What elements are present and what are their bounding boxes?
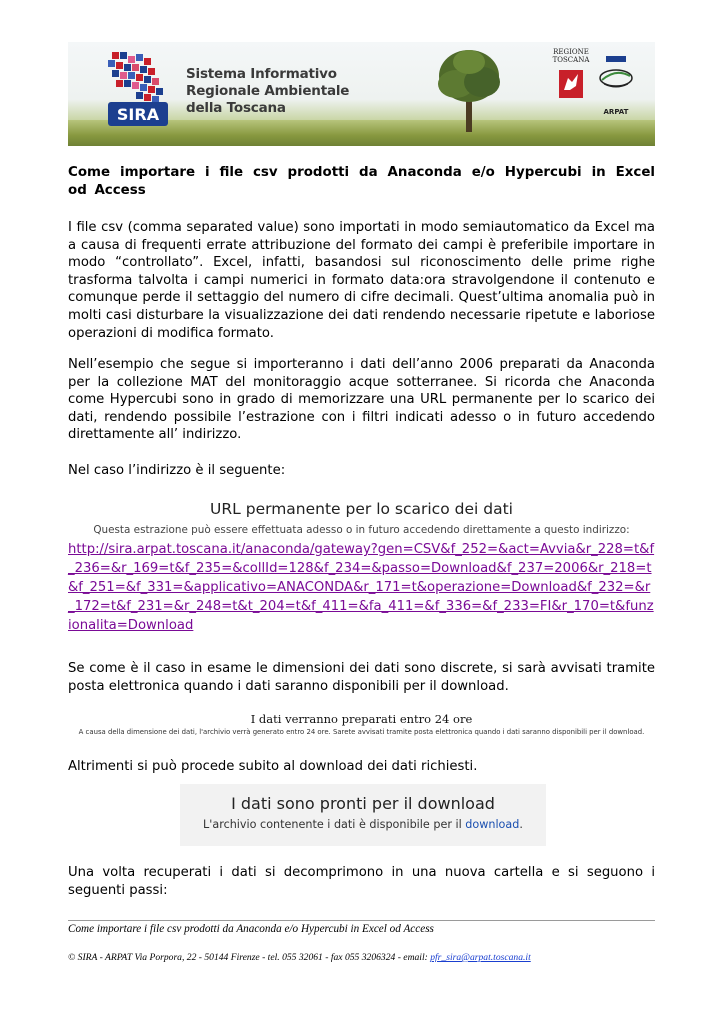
logo-title-line-2: Regionale Ambientale bbox=[186, 83, 350, 99]
download-ready-title: I dati sono pronti per il download bbox=[231, 794, 495, 813]
document-title: Come importare i file csv prodotti da Anaconda e/o Hypercubi in Excel od Access bbox=[68, 165, 655, 198]
footer-email-link[interactable]: pfr_sira@arpat.toscana.it bbox=[430, 952, 531, 963]
paragraph-example: Nell’esempio che segue si importeranno i dati dell’anno 2006 preparati da Anaconda per la collezione MAT del monitoraggio acque sotterranee. Si ricorda che Anaconda come Hypercubi sono in grado di memorizzare una URL permanente per lo scarico dei dati, rendendo possibile l’estrazione con i filtri indicati adesso o in futuro accedendo direttamente all’ indirizzo. bbox=[68, 357, 655, 443]
download-ready-box bbox=[180, 784, 546, 846]
sira-logo-title bbox=[186, 66, 349, 117]
footer-contact-text: © SIRA - ARPAT Via Porpora, 22 - 50144 Firenze - tel. 055 32061 - fax 055 3206324 - email: bbox=[68, 952, 431, 963]
paragraph-intro: I file csv (comma separated value) sono importati in modo semiautomatico da Excel ma a causa di frequenti errate attribuzione del formato dei campi è preferibile importare in modo “controllato”. Excel, infatti, basandosi sul riconoscimento delle prime righe trasforma talvolta i campi numerici in formato data:ora stravolgendone il contenuto e comunque perde il settaggio del numero di cifre decimali. Quest’ultima anomalia può in molti casi disturbare la visualizzazione dei dati rendendo necessarie ripetute e laboriose operazioni di modifica formato. bbox=[68, 220, 655, 341]
arpat-logo bbox=[596, 54, 636, 134]
footer-title: Come importare i file csv prodotti da Anaconda e/o Hypercubi in Excel od Access bbox=[68, 923, 434, 935]
footer-contact bbox=[68, 952, 655, 963]
arpat-label: ARPAT bbox=[603, 108, 629, 116]
download-ready-prefix: L'archivio contenente i dati è disponibile per il bbox=[203, 818, 466, 831]
regione-toscana-emblem bbox=[552, 48, 590, 138]
sira-logo-text: SIRA bbox=[116, 105, 160, 124]
url-box-subtitle: Questa estrazione può essere effettuata adesso o in futuro accedendo direttamente a questo indirizzo: bbox=[93, 524, 630, 536]
sira-mosaic-logo bbox=[106, 50, 176, 130]
footer-divider bbox=[68, 920, 655, 921]
paragraph-next-steps: Una volta recuperati i dati si decomprimono in una nuova cartella e si seguono i seguenti passi: bbox=[68, 865, 655, 898]
notice-title: I dati verranno preparati entro 24 ore bbox=[250, 712, 473, 726]
region-label-2: TOSCANA bbox=[552, 56, 590, 64]
download-link[interactable]: download bbox=[465, 818, 520, 831]
permanent-url-link[interactable]: http://sira.arpat.toscana.it/anaconda/gateway?gen=CSV&f_252=&act=Avvia&r_228=t&f_236=&r_169=t&f_235=&collId=128&f_234=&passo=Download&f_237=2006&r_218=t&f_251=&f_331=&applicativo=ANACONDA&r_171=t&operazione=Download&f_232=&r_172=t&f_231=&r_248=t&t_204=t&f_411=&fa_411=&f_336=&f_233=FI&r_170=t&funzionalita=Download bbox=[68, 542, 655, 633]
region-label-1: REGIONE bbox=[553, 48, 589, 56]
paragraph-address-intro: Nel caso l’indirizzo è il seguente: bbox=[68, 463, 286, 478]
url-box-title: URL permanente per lo scarico dei dati bbox=[210, 500, 513, 518]
paragraph-download-now: Altrimenti si può procede subito al download dei dati richiesti. bbox=[68, 759, 478, 774]
notice-subtitle: A causa della dimensione dei dati, l'archivio verrà generato entro 24 ore. Sarete avvisati tramite posta elettronica quando i dati saranno disponibili per il download. bbox=[78, 728, 645, 736]
download-ready-suffix: . bbox=[519, 818, 523, 831]
arpat-emblem-icon bbox=[596, 54, 636, 104]
paragraph-email-notice: Se come è il caso in esame le dimensioni dei dati sono discrete, si sarà avvisati tramite posta elettronica quando i dati saranno disponibili per il download. bbox=[68, 661, 655, 694]
logo-title-line-3: della Toscana bbox=[186, 100, 286, 116]
tree-image bbox=[424, 46, 514, 136]
download-ready-subtitle bbox=[180, 818, 546, 831]
header-banner bbox=[68, 42, 655, 146]
pegasus-icon bbox=[552, 64, 590, 114]
logo-title-line-1: Sistema Informativo bbox=[186, 66, 337, 82]
